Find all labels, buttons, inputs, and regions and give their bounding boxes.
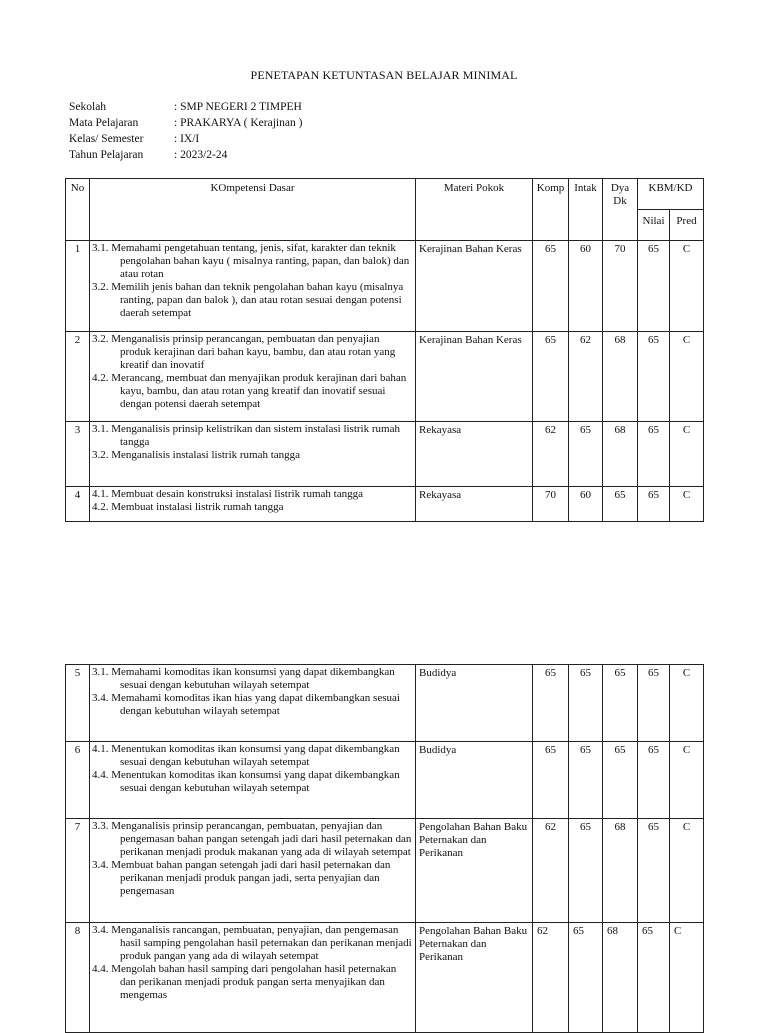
pred-cell: C bbox=[670, 332, 704, 422]
intak-cell: 60 bbox=[569, 241, 603, 332]
intak-cell: 65 bbox=[569, 923, 603, 1033]
kkm-table-part-2 bbox=[65, 664, 704, 1033]
row-number: 2 bbox=[66, 332, 90, 422]
meta-row-sekolah bbox=[69, 99, 469, 115]
dya-dk-cell: 68 bbox=[603, 422, 638, 487]
header-materi-pokok: Materi Pokok bbox=[416, 179, 533, 241]
dya-dk-cell: 68 bbox=[603, 819, 638, 923]
komp-cell: 62 bbox=[533, 819, 569, 923]
nilai-cell: 65 bbox=[638, 422, 670, 487]
komp-cell: 62 bbox=[533, 422, 569, 487]
komp-cell: 65 bbox=[533, 332, 569, 422]
kd-item: 4.2. Membuat instalasi listrik rumah tangga bbox=[92, 501, 284, 513]
row-number: 8 bbox=[66, 923, 90, 1033]
meta-value: : PRAKARYA ( Kerajinan ) bbox=[174, 117, 303, 129]
intak-cell: 65 bbox=[569, 819, 603, 923]
materi-pokok-cell: Budidya bbox=[416, 742, 533, 819]
materi-pokok-cell: Pengolahan Bahan Baku Peternakan dan Perikanan bbox=[416, 923, 533, 1033]
kd-item: 3.3. Menganalisis prinsip perancangan, pembuatan, penyajian dan pengemasan bahan pangan setengah jadi dari hasil peternakan dan perikanan menjadi produk makanan yang ada di wilayah setempat bbox=[92, 820, 412, 858]
materi-pokok-cell: Rekayasa bbox=[416, 487, 533, 522]
komp-cell: 62 bbox=[533, 923, 569, 1033]
pred-cell: C bbox=[670, 665, 704, 742]
meta-value: : IX/I bbox=[174, 133, 200, 145]
row-number: 3 bbox=[66, 422, 90, 487]
dya-dk-cell: 65 bbox=[603, 665, 638, 742]
meta-label: Mata Pelajaran bbox=[69, 117, 139, 129]
table-row bbox=[66, 923, 704, 1033]
table-row bbox=[66, 241, 704, 332]
row-number: 6 bbox=[66, 742, 90, 819]
kd-item: 3.2. Menganalisis prinsip perancangan, pembuatan dan penyajian produk kerajinan dari bahan kayu, bambu, dan atau rotan yang kreatif dan inovatif bbox=[92, 333, 396, 371]
intak-cell: 65 bbox=[569, 422, 603, 487]
nilai-cell: 65 bbox=[638, 665, 670, 742]
intak-cell: 65 bbox=[569, 665, 603, 742]
meta-row-tahun bbox=[69, 147, 469, 163]
table-row bbox=[66, 422, 704, 487]
komp-cell: 65 bbox=[533, 665, 569, 742]
document-meta bbox=[69, 99, 469, 163]
intak-cell: 62 bbox=[569, 332, 603, 422]
meta-row-mapel bbox=[69, 115, 469, 131]
kd-item: 4.2. Merancang, membuat dan menyajikan produk kerajinan dari bahan kayu, bambu, dan atau rotan yang kreatif dan inovatif sesuai dengan potensi daerah setempat bbox=[92, 372, 407, 410]
meta-label: Sekolah bbox=[69, 101, 107, 113]
dya-dk-cell: 70 bbox=[603, 241, 638, 332]
header-kbm-kd: KBM/KD bbox=[638, 179, 704, 210]
nilai-cell: 65 bbox=[638, 923, 670, 1033]
header-dya-dk: Dya Dk bbox=[603, 179, 638, 241]
kompetensi-dasar-cell bbox=[90, 332, 416, 422]
header-komp: Komp bbox=[533, 179, 569, 241]
kompetensi-dasar-cell bbox=[90, 742, 416, 819]
materi-pokok-cell: Rekayasa bbox=[416, 422, 533, 487]
nilai-cell: 65 bbox=[638, 742, 670, 819]
materi-pokok-cell: Kerajinan Bahan Keras bbox=[416, 332, 533, 422]
header-pred: Pred bbox=[670, 210, 704, 241]
komp-cell: 65 bbox=[533, 742, 569, 819]
meta-value: : SMP NEGERI 2 TIMPEH bbox=[174, 101, 302, 113]
row-number: 1 bbox=[66, 241, 90, 332]
table-row bbox=[66, 332, 704, 422]
materi-pokok-cell: Budidya bbox=[416, 665, 533, 742]
kompetensi-dasar-cell bbox=[90, 923, 416, 1033]
meta-value: : 2023/2-24 bbox=[174, 149, 228, 161]
kd-item: 3.2. Menganalisis instalasi listrik rumah tangga bbox=[92, 449, 301, 461]
kd-item: 3.1. Memahami komoditas ikan konsumsi yang dapat dikembangkan sesuai dengan kebutuhan wilayah setempat bbox=[92, 666, 395, 691]
kd-item: 3.1. Menganalisis prinsip kelistrikan dan sistem instalasi listrik rumah tangga bbox=[92, 423, 400, 448]
header-nilai: Nilai bbox=[638, 210, 670, 241]
table-row bbox=[66, 819, 704, 923]
intak-cell: 60 bbox=[569, 487, 603, 522]
kompetensi-dasar-cell bbox=[90, 665, 416, 742]
pred-cell: C bbox=[670, 819, 704, 923]
kompetensi-dasar-cell bbox=[90, 241, 416, 332]
document-title: PENETAPAN KETUNTASAN BELAJAR MINIMAL bbox=[250, 68, 518, 82]
dya-dk-cell: 65 bbox=[603, 487, 638, 522]
kd-item: 3.1. Memahami pengetahuan tentang, jenis, sifat, karakter dan teknik pengolahan bahan kayu ( misalnya ranting, papan, dan balok) dan atau rotan bbox=[92, 242, 410, 280]
kompetensi-dasar-cell bbox=[90, 819, 416, 923]
table-row bbox=[66, 742, 704, 819]
materi-pokok-cell: Pengolahan Bahan Baku Peternakan dan Perikanan bbox=[416, 819, 533, 923]
pred-cell: C bbox=[670, 487, 704, 522]
kd-item: 3.4. Menganalisis rancangan, pembuatan, penyajian, dan pengemasan hasil samping pengolahan hasil peternakan dan perikanan menjadi produk pangan yang ada di wilayah setempat bbox=[92, 924, 412, 962]
table-row bbox=[66, 487, 704, 522]
kd-item: 3.4. Membuat bahan pangan setengah jadi dari hasil peternakan dan perikanan menjadi produk pangan jadi, serta penyajian dan pengemasan bbox=[92, 859, 391, 897]
nilai-cell: 65 bbox=[638, 487, 670, 522]
nilai-cell: 65 bbox=[638, 819, 670, 923]
pred-cell: C bbox=[670, 241, 704, 332]
nilai-cell: 65 bbox=[638, 241, 670, 332]
kd-item: 3.2. Memilih jenis bahan dan teknik pengolahan bahan kayu (misalnya ranting, papan dan balok ), dan atau rotan sesuai dengan potensi daerah setempat bbox=[92, 281, 404, 319]
pred-cell: C bbox=[670, 923, 704, 1033]
row-number: 7 bbox=[66, 819, 90, 923]
dya-dk-cell: 68 bbox=[603, 923, 638, 1033]
header-intak: Intak bbox=[569, 179, 603, 241]
row-number: 4 bbox=[66, 487, 90, 522]
row-number: 5 bbox=[66, 665, 90, 742]
dya-dk-cell: 65 bbox=[603, 742, 638, 819]
header-kompetensi-dasar: KOmpetensi Dasar bbox=[90, 179, 416, 241]
dya-dk-cell: 68 bbox=[603, 332, 638, 422]
kd-item: 4.4. Mengolah bahan hasil samping dari pengolahan hasil peternakan dan perikanan menjadi produk pangan serta menyajikan dan mengemas bbox=[92, 963, 397, 1001]
komp-cell: 65 bbox=[533, 241, 569, 332]
kd-item: 4.4. Menentukan komoditas ikan konsumsi yang dapat dikembangkan sesuai dengan kebutuhan wilayah setempat bbox=[92, 769, 400, 794]
table-row bbox=[66, 665, 704, 742]
meta-label: Tahun Pelajaran bbox=[69, 149, 144, 161]
kkm-table-part-1 bbox=[65, 178, 704, 522]
kd-item: 4.1. Menentukan komoditas ikan konsumsi yang dapat dikembangkan sesuai dengan kebutuhan wilayah setempat bbox=[92, 743, 400, 768]
meta-row-kelas bbox=[69, 131, 469, 147]
nilai-cell: 65 bbox=[638, 332, 670, 422]
komp-cell: 70 bbox=[533, 487, 569, 522]
kd-item: 4.1. Membuat desain konstruksi instalasi listrik rumah tangga bbox=[92, 488, 363, 500]
kompetensi-dasar-cell bbox=[90, 422, 416, 487]
intak-cell: 65 bbox=[569, 742, 603, 819]
pred-cell: C bbox=[670, 742, 704, 819]
materi-pokok-cell: Kerajinan Bahan Keras bbox=[416, 241, 533, 332]
kd-item: 3.4. Memahami komoditas ikan hias yang dapat dikembangkan sesuai dengan kebutuhan wilayah setempat bbox=[92, 692, 400, 717]
kompetensi-dasar-cell bbox=[90, 487, 416, 522]
pred-cell: C bbox=[670, 422, 704, 487]
header-no: No bbox=[66, 179, 90, 241]
meta-label: Kelas/ Semester bbox=[69, 133, 144, 145]
